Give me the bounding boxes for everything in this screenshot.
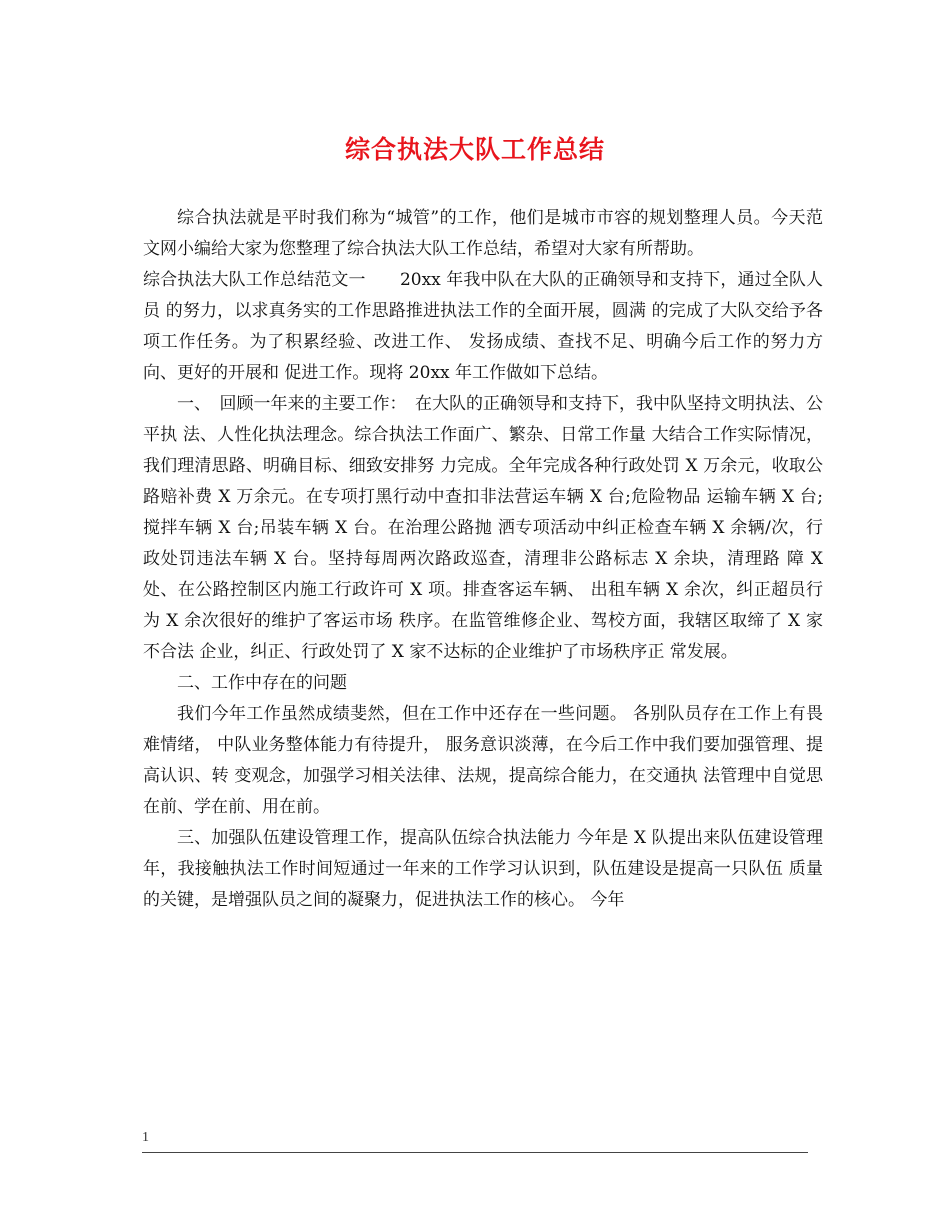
footer-divider <box>142 1152 808 1153</box>
body-paragraph: 一、 回顾一年来的主要工作： 在大队的正确领导和支持下，我中队坚持文明执法、公平执 法、人性化执法理念。综合执法工作面广、繁杂、日常工作量 大结合工作实际情况，我们理清思路、明确目标、细致安排努 力完成。全年完成各种行政处罚 X 万余元，收取公路赔补费 X 万余元。在专项打黑行动中查扣非法营运车辆 X 台;危险物品 运输车辆 X 台;搅拌车辆 X 台;吊装车辆 X 台。在治理公路抛 洒专项活动中纠正检查车辆 X 余辆/次，行政处罚违法车辆 X 台。坚持每周两次路政巡查，清理非公路标志 X 余块，清理路 障 X 处、在公路控制区内施工行政许可 X 项。排查客运车辆、 出租车辆 X 余次，纠正超员行为 X 余次很好的维护了客运市场 秩序。在监管维修企业、驾校方面，我辖区取缔了 X 家不合法 企业，纠正、行政处罚了 X 家不达标的企业维护了市场秩序正 常发展。 <box>143 394 829 662</box>
document-title: 综合执法大队工作总结 <box>344 135 605 164</box>
body-paragraph: 三、加强队伍建设管理工作，提高队伍综合执法能力 今年是 X 队提出来队伍建设管理年，我接触执法工作时间短通过一年来的工作学习认识到，队伍建设是提高一只队伍 质量的关键，是增强队员之间的凝聚力，促进执法工作的核心。 今年 <box>143 828 823 910</box>
document-body <box>143 203 829 916</box>
page-number: 1 <box>142 1130 149 1145</box>
body-paragraph: 综合执法就是平时我们称为“城管”的工作，他们是城市市容的规划整理人员。今天范文网小编给大家为您整理了综合执法大队工作总结，希望对大家有所帮助。 <box>143 208 823 259</box>
body-paragraph: 二、工作中存在的问题 <box>177 673 347 693</box>
body-paragraph: 我们今年工作虽然成绩斐然，但在工作中还存在一些问题。 各别队员存在工作上有畏难情绪， 中队业务整体能力有待提升， 服务意识淡薄，在今后工作中我们要加强管理、提高认识、转 变观念，加强学习相关法律、法规，提高综合能力，在交通执 法管理中自觉思在前、学在前、用在前。 <box>143 704 823 817</box>
body-paragraph: 综合执法大队工作总结范文一 20xx 年我中队在大队的正确领导和支持下，通过全队人员 的努力，以求真务实的工作思路推进执法工作的全面开展，圆满 的完成了大队交给予各项工作任务。为了积累经验、改进工作、 发扬成绩、查找不足、明确今后工作的努力方向、更好的开展和 促进工作。现将 20xx 年工作做如下总结。 <box>143 270 823 383</box>
